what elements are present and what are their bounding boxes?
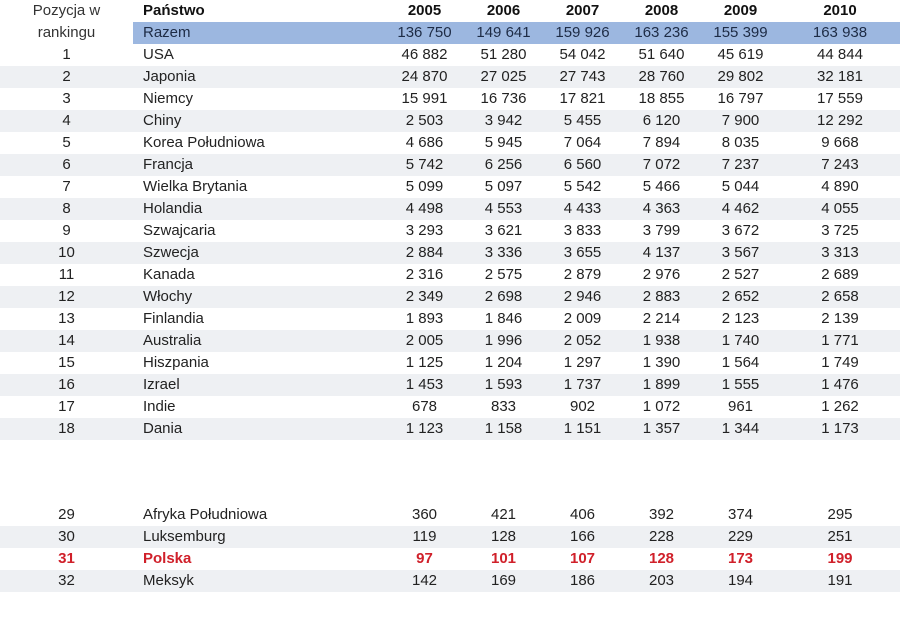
country-cell: Luksemburg [143,528,226,545]
value-cell: 5 097 [484,178,523,195]
table-row [0,220,900,242]
value-cell: 4 363 [642,200,681,217]
value-cell: 1 893 [405,310,444,327]
total-value: 155 399 [713,24,768,41]
country-cell: USA [143,46,174,63]
value-cell: 833 [490,398,517,415]
value-cell: 1 938 [642,332,681,349]
value-cell: 902 [569,398,596,415]
total-label: Razem [143,24,191,41]
country-cell: Hiszpania [143,354,209,371]
value-cell: 5 044 [721,178,760,195]
value-cell: 421 [490,506,517,523]
value-cell: 1 453 [405,376,444,393]
rows-top-group [0,44,900,440]
value-cell: 51 280 [480,46,527,63]
value-cell: 2 503 [405,112,444,129]
value-cell: 27 743 [559,68,606,85]
rank-cell: 14 [58,332,75,349]
value-cell: 2 527 [721,266,760,283]
value-cell: 142 [411,572,438,589]
value-cell: 1 476 [821,376,859,393]
value-cell: 24 870 [401,68,448,85]
value-cell: 374 [727,506,754,523]
value-cell: 3 672 [721,222,760,239]
value-cell: 2 879 [563,266,602,283]
value-cell: 4 686 [405,134,444,151]
rank-cell: 3 [62,90,71,107]
table-row [0,176,900,198]
rank-cell: 18 [58,420,75,437]
value-cell: 2 946 [563,288,602,305]
value-cell: 1 564 [721,354,760,371]
value-cell: 961 [727,398,754,415]
header-rank-line1: Pozycja w [32,2,101,19]
header-year-2006: 2006 [486,2,521,19]
value-cell: 3 833 [563,222,602,239]
value-cell: 15 991 [401,90,448,107]
value-cell: 5 742 [405,156,444,173]
value-cell: 4 553 [484,200,523,217]
value-cell: 3 655 [563,244,602,261]
rank-cell: 7 [62,178,71,195]
value-cell: 119 [412,528,437,545]
value-cell: 1 173 [821,420,859,437]
country-cell: Kanada [143,266,195,283]
value-cell: 7 243 [821,156,859,173]
value-cell: 1 204 [484,354,523,371]
total-value: 159 926 [555,24,610,41]
header-year-2005: 2005 [407,2,442,19]
value-cell: 2 214 [642,310,681,327]
value-cell: 17 559 [817,90,863,107]
rank-cell: 13 [58,310,75,327]
rank-cell: 8 [62,200,71,217]
table-row [0,374,900,396]
value-cell: 360 [411,506,438,523]
value-cell: 7 072 [642,156,681,173]
value-cell: 128 [490,528,517,545]
value-cell: 1 072 [642,398,681,415]
total-value: 163 236 [634,24,689,41]
value-cell: 1 344 [721,420,760,437]
rank-cell: 10 [58,244,75,261]
value-cell: 3 799 [642,222,681,239]
value-cell: 251 [827,528,853,545]
value-cell: 101 [490,550,517,567]
value-cell: 2 698 [484,288,523,305]
value-cell: 4 890 [821,178,859,195]
table-row [0,132,900,154]
value-cell: 1 749 [821,354,859,371]
table-row [0,286,900,308]
value-cell: 203 [648,572,675,589]
value-cell: 1 357 [642,420,681,437]
table-row [0,88,900,110]
table-row [0,330,900,352]
value-cell: 97 [416,550,433,567]
table-row [0,504,900,526]
value-cell: 228 [648,528,675,545]
rank-cell: 17 [58,398,75,415]
value-cell: 5 099 [405,178,444,195]
value-cell: 128 [648,550,675,567]
rows-bottom-group [0,504,900,592]
value-cell: 2 139 [821,310,859,327]
country-cell: Niemcy [143,90,194,107]
header-year-2008: 2008 [644,2,679,19]
value-cell: 169 [490,572,517,589]
country-cell: Francja [143,156,194,173]
country-cell: Dania [143,420,183,437]
rank-cell: 11 [58,266,75,283]
value-cell: 1 899 [642,376,681,393]
country-cell: Polska [143,550,192,567]
value-cell: 7 064 [563,134,602,151]
value-cell: 3 313 [821,244,859,261]
value-cell: 6 560 [563,156,602,173]
value-cell: 7 894 [642,134,681,151]
country-cell: Chiny [143,112,182,129]
value-cell: 1 123 [405,420,444,437]
value-cell: 2 575 [484,266,523,283]
value-cell: 2 052 [563,332,602,349]
value-cell: 2 689 [821,266,859,283]
value-cell: 199 [827,550,853,567]
value-cell: 12 292 [817,112,863,129]
table-row [0,198,900,220]
value-cell: 1 996 [484,332,523,349]
rank-cell: 4 [62,112,71,129]
country-cell: Japonia [143,68,196,85]
table-row [0,352,900,374]
value-cell: 186 [569,572,596,589]
value-cell: 4 462 [721,200,760,217]
value-cell: 1 125 [405,354,444,371]
rank-cell: 30 [58,528,75,545]
value-cell: 2 316 [405,266,444,283]
value-cell: 45 619 [717,46,764,63]
total-row [0,22,900,44]
country-cell: Korea Południowa [143,134,265,151]
value-cell: 1 593 [484,376,523,393]
header-year-2007: 2007 [565,2,600,19]
value-cell: 1 151 [563,420,602,437]
rank-cell: 5 [62,134,71,151]
table-row [0,526,900,548]
table-row [0,44,900,66]
value-cell: 2 883 [642,288,681,305]
value-cell: 4 055 [821,200,859,217]
table-row [0,308,900,330]
value-cell: 32 181 [817,68,863,85]
value-cell: 166 [569,528,596,545]
value-cell: 2 009 [563,310,602,327]
country-cell: Włochy [143,288,193,305]
value-cell: 54 042 [559,46,606,63]
value-cell: 3 621 [484,222,523,239]
table-row [0,66,900,88]
table-gap [0,440,900,504]
value-cell: 4 498 [405,200,444,217]
value-cell: 1 771 [821,332,859,349]
value-cell: 1 262 [821,398,859,415]
value-cell: 16 736 [480,90,527,107]
value-cell: 44 844 [817,46,863,63]
table-row [0,396,900,418]
value-cell: 1 158 [484,420,523,437]
value-cell: 4 433 [563,200,602,217]
value-cell: 3 725 [821,222,859,239]
value-cell: 392 [648,506,675,523]
country-cell: Wielka Brytania [143,178,248,195]
value-cell: 28 760 [638,68,685,85]
value-cell: 18 855 [638,90,685,107]
value-cell: 295 [827,506,853,523]
value-cell: 1 740 [721,332,760,349]
rank-cell: 31 [58,550,75,567]
value-cell: 406 [569,506,596,523]
rank-cell: 12 [58,288,75,305]
value-cell: 2 652 [721,288,760,305]
value-cell: 16 797 [717,90,764,107]
rank-cell: 1 [62,46,71,63]
table-header-row [0,0,900,22]
value-cell: 3 567 [721,244,760,261]
rank-cell: 2 [62,68,71,85]
table-row [0,570,900,592]
total-value: 149 641 [476,24,531,41]
value-cell: 1 390 [642,354,681,371]
value-cell: 191 [827,572,853,589]
rank-cell: 9 [62,222,71,239]
value-cell: 29 802 [717,68,764,85]
value-cell: 2 123 [721,310,760,327]
value-cell: 5 945 [484,134,523,151]
value-cell: 3 293 [405,222,444,239]
value-cell: 17 821 [559,90,606,107]
table-row [0,264,900,286]
value-cell: 3 942 [484,112,523,129]
table-row [0,242,900,264]
header-year-2010: 2010 [823,2,857,19]
value-cell: 9 668 [821,134,859,151]
table-row [0,418,900,440]
value-cell: 2 976 [642,266,681,283]
value-cell: 5 542 [563,178,602,195]
value-cell: 1 737 [563,376,602,393]
value-cell: 5 466 [642,178,681,195]
country-cell: Szwecja [143,244,199,261]
country-cell: Indie [143,398,176,415]
value-cell: 8 035 [721,134,760,151]
header-rank-line2: rankingu [0,22,133,44]
country-cell: Finlandia [143,310,204,327]
country-cell: Australia [143,332,202,349]
value-cell: 2 658 [821,288,859,305]
value-cell: 1 297 [563,354,602,371]
country-cell: Holandia [143,200,203,217]
table-row [0,154,900,176]
value-cell: 2 349 [405,288,444,305]
rank-cell: 6 [62,156,71,173]
header-year-2009: 2009 [723,2,758,19]
value-cell: 51 640 [638,46,685,63]
country-cell: Izrael [143,376,180,393]
value-cell: 229 [727,528,754,545]
rank-cell: 16 [58,376,75,393]
value-cell: 1 555 [721,376,760,393]
value-cell: 678 [411,398,438,415]
value-cell: 7 237 [721,156,760,173]
value-cell: 5 455 [563,112,602,129]
value-cell: 6 120 [642,112,681,129]
rank-cell: 32 [58,572,75,589]
value-cell: 4 137 [642,244,681,261]
country-cell: Szwajcaria [143,222,216,239]
rank-cell: 29 [58,506,75,523]
country-cell: Meksyk [143,572,194,589]
value-cell: 6 256 [484,156,523,173]
value-cell: 194 [727,572,754,589]
value-cell: 2 884 [405,244,444,261]
value-cell: 27 025 [480,68,527,85]
value-cell: 173 [727,550,754,567]
rank-cell: 15 [58,354,75,371]
value-cell: 1 846 [484,310,523,327]
total-value: 163 938 [812,24,868,41]
table-row-highlighted [0,548,900,570]
total-value: 136 750 [397,24,452,41]
table-row [0,110,900,132]
header-country: Państwo [143,2,205,19]
value-cell: 7 900 [721,112,760,129]
value-cell: 3 336 [484,244,523,261]
value-cell: 46 882 [401,46,448,63]
value-cell: 107 [569,550,596,567]
country-cell: Afryka Południowa [143,506,268,523]
value-cell: 2 005 [405,332,444,349]
